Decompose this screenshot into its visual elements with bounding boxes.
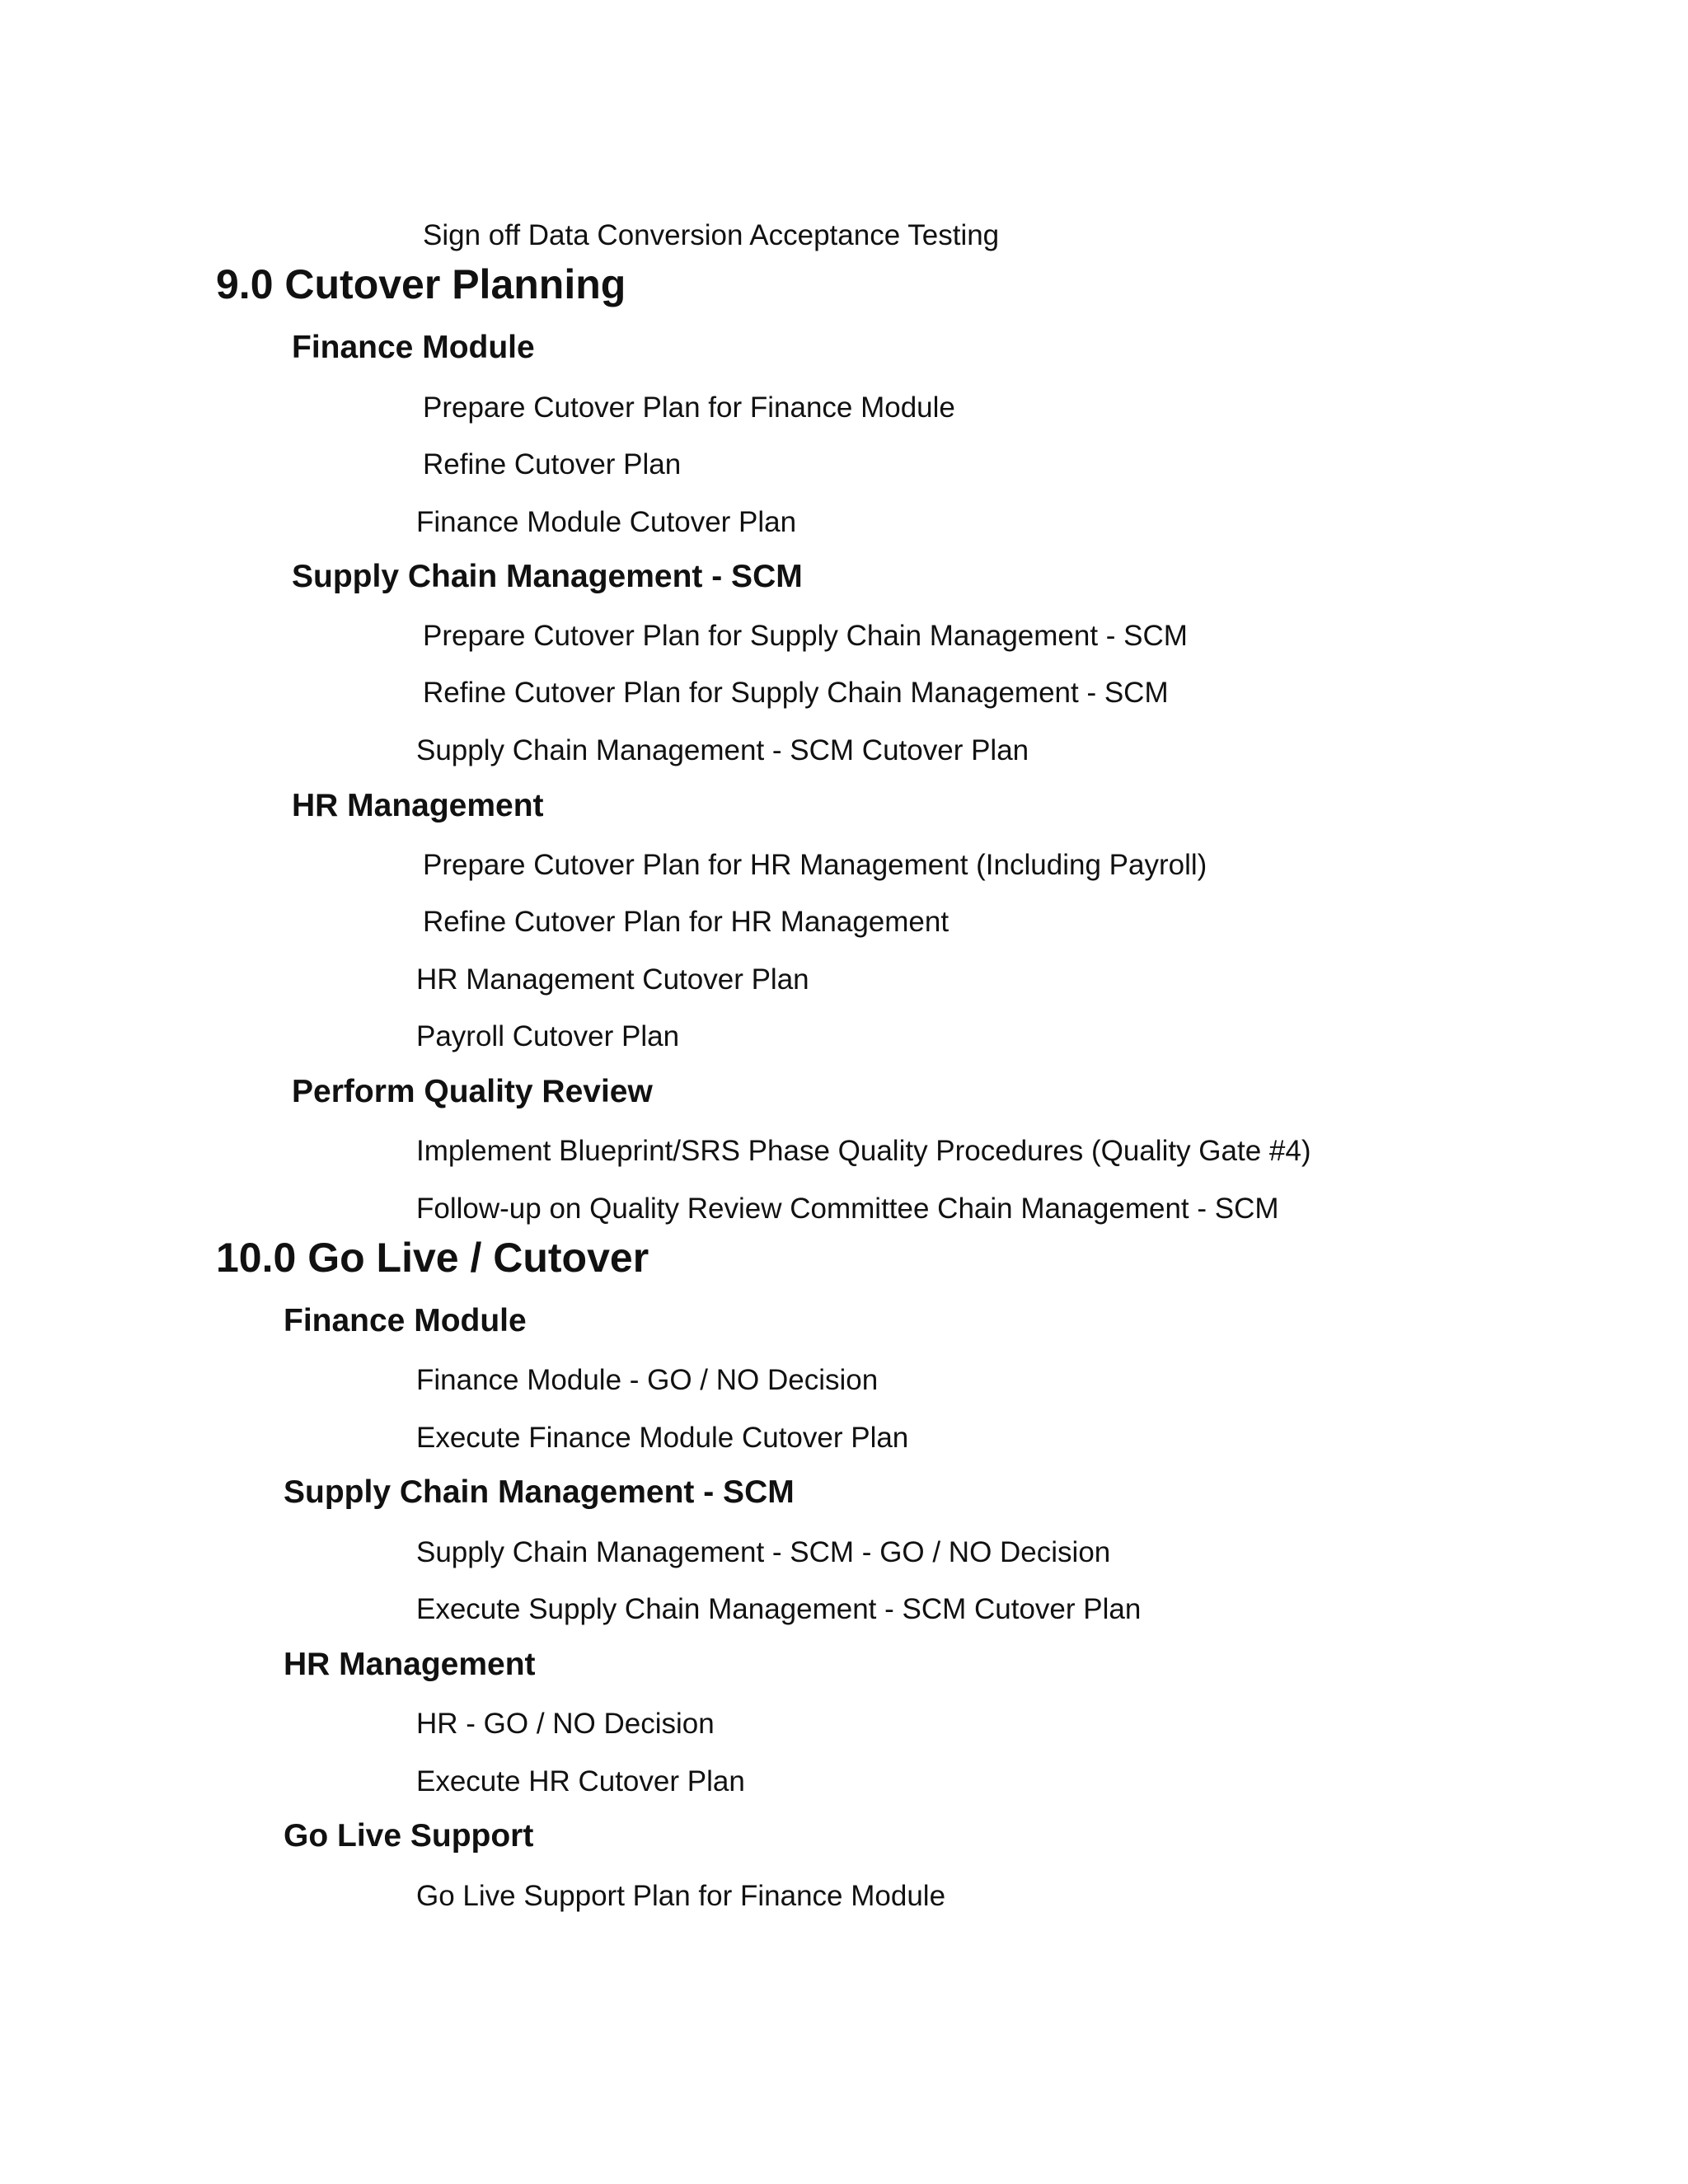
- task-item: Supply Chain Management - SCM - GO / NO Decision: [416, 1536, 1111, 1568]
- task-item: Prepare Cutover Plan for Supply Chain Management - SCM: [423, 620, 1188, 652]
- task-item: Refine Cutover Plan for Supply Chain Management - SCM: [423, 677, 1169, 709]
- task-item: Sign off Data Conversion Acceptance Testing: [423, 219, 1000, 251]
- subsection-heading: HR Management: [284, 1647, 536, 1682]
- task-item: Refine Cutover Plan for HR Management: [423, 906, 950, 938]
- task-item: Finance Module Cutover Plan: [416, 506, 797, 538]
- task-item: Supply Chain Management - SCM Cutover Plan: [416, 734, 1029, 766]
- task-item: Execute Finance Module Cutover Plan: [416, 1422, 909, 1454]
- task-item: HR - GO / NO Decision: [416, 1708, 715, 1740]
- task-item: Execute HR Cutover Plan: [416, 1765, 745, 1797]
- task-item: Refine Cutover Plan: [423, 448, 682, 480]
- subsection-heading: Supply Chain Management - SCM: [284, 1474, 795, 1510]
- task-item: Prepare Cutover Plan for Finance Module: [423, 391, 955, 424]
- task-item: Go Live Support Plan for Finance Module: [416, 1880, 946, 1912]
- task-item: HR Management Cutover Plan: [416, 963, 809, 996]
- subsection-heading: Go Live Support: [284, 1818, 534, 1854]
- subsection-heading: Finance Module: [292, 330, 535, 365]
- task-item: Finance Module - GO / NO Decision: [416, 1364, 879, 1396]
- task-item: Implement Blueprint/SRS Phase Quality Procedures (Quality Gate #4): [416, 1135, 1311, 1167]
- subsection-heading: Finance Module: [284, 1303, 527, 1338]
- subsection-heading: Perform Quality Review: [292, 1074, 653, 1109]
- task-item: Payroll Cutover Plan: [416, 1020, 680, 1052]
- subsection-heading: HR Management: [292, 788, 544, 823]
- task-item: Follow-up on Quality Review Committee Chain Management - SCM: [416, 1193, 1279, 1225]
- task-item: Execute Supply Chain Management - SCM Cutover Plan: [416, 1593, 1142, 1625]
- subsection-heading: Supply Chain Management - SCM: [292, 559, 803, 594]
- task-item: Prepare Cutover Plan for HR Management (Including Payroll): [423, 849, 1207, 881]
- section-heading: 10.0 Go Live / Cutover: [216, 1235, 649, 1281]
- section-heading: 9.0 Cutover Planning: [216, 261, 626, 307]
